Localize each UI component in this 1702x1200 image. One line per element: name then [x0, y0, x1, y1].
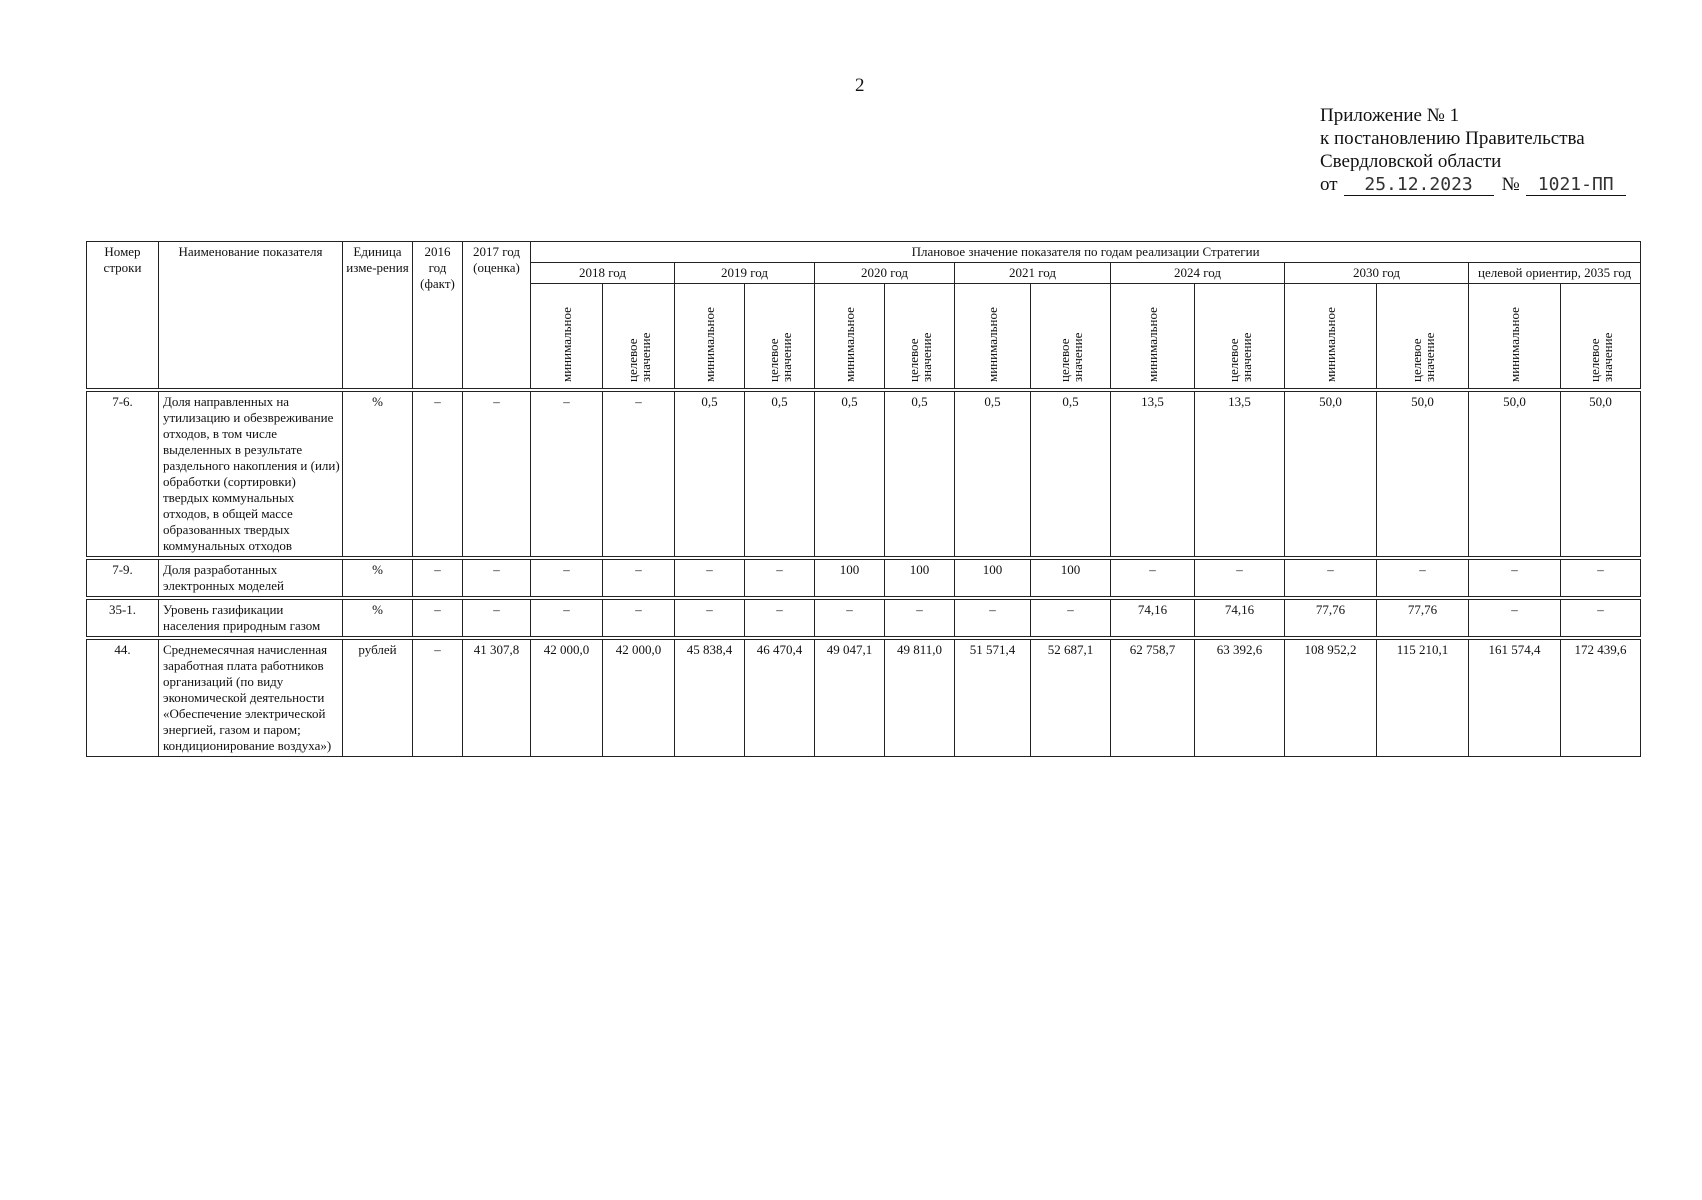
header-year: 2021 год: [955, 263, 1111, 284]
planned-value-cell: –: [745, 600, 815, 637]
row-number-cell: 7-6.: [87, 392, 159, 557]
indicator-name-cell: Среднемесячная начисленная заработная плата работников организаций (по виду экономической деятельности «Обеспечение электрической энергией, газом и паром; кондиционирование воздуха»): [159, 640, 343, 757]
planned-value-cell: 0,5: [745, 392, 815, 557]
planned-value-cell: 100: [955, 560, 1031, 597]
planned-value-cell: 0,5: [955, 392, 1031, 557]
table-row: [87, 392, 1641, 557]
planned-value-cell: 172 439,6: [1561, 640, 1641, 757]
header-target: [745, 284, 815, 389]
planned-value-cell: –: [531, 560, 603, 597]
unit-cell: %: [343, 392, 413, 557]
planned-value-cell: 77,76: [1285, 600, 1377, 637]
unit-cell: %: [343, 560, 413, 597]
header-2017: 2017 год (оценка): [463, 242, 531, 389]
header-minimal: [815, 284, 885, 389]
header-target: [1195, 284, 1285, 389]
planned-value-cell: 50,0: [1469, 392, 1561, 557]
planned-value-cell: –: [1469, 600, 1561, 637]
header-year: целевой ориентир, 2035 год: [1469, 263, 1641, 284]
planned-value-cell: 77,76: [1377, 600, 1469, 637]
value-2016-cell: –: [413, 640, 463, 757]
planned-value-cell: 108 952,2: [1285, 640, 1377, 757]
planned-value-cell: –: [1469, 560, 1561, 597]
value-2017-cell: –: [463, 392, 531, 557]
planned-value-cell: 74,16: [1111, 600, 1195, 637]
table-row: [87, 560, 1641, 597]
planned-value-cell: 115 210,1: [1377, 640, 1469, 757]
header-year: 2018 год: [531, 263, 675, 284]
table-body: [87, 389, 1641, 757]
header-minimal: [531, 284, 603, 389]
header-year: 2030 год: [1285, 263, 1469, 284]
planned-value-cell: 51 571,4: [955, 640, 1031, 757]
row-number-cell: 44.: [87, 640, 159, 757]
page-number: 2: [855, 75, 865, 96]
planned-value-cell: –: [955, 600, 1031, 637]
indicator-name-cell: Уровень газификации населения природным газом: [159, 600, 343, 637]
header-minimal-label: минимальное: [1323, 307, 1338, 382]
number-label: №: [1501, 174, 1520, 195]
planned-value-cell: 74,16: [1195, 600, 1285, 637]
header-unit: Единица изме-рения: [343, 242, 413, 389]
header-year: 2019 год: [675, 263, 815, 284]
planned-value-cell: –: [603, 392, 675, 557]
value-2017-cell: –: [463, 600, 531, 637]
planned-value-cell: –: [603, 600, 675, 637]
planned-value-cell: 63 392,6: [1195, 640, 1285, 757]
planned-value-cell: –: [1377, 560, 1469, 597]
planned-value-cell: –: [1285, 560, 1377, 597]
resolution-date: 25.12.2023: [1344, 175, 1494, 196]
header-minimal-label: минимальное: [702, 307, 717, 382]
planned-value-cell: –: [1031, 600, 1111, 637]
header-target: [603, 284, 675, 389]
row-number-cell: 7-9.: [87, 560, 159, 597]
planned-value-cell: 50,0: [1377, 392, 1469, 557]
header-target-label: целевое значение: [624, 332, 653, 382]
planned-value-cell: 50,0: [1285, 392, 1377, 557]
header-target: [885, 284, 955, 389]
planned-value-cell: 52 687,1: [1031, 640, 1111, 757]
indicators-table: [86, 241, 1641, 757]
value-2017-cell: –: [463, 560, 531, 597]
value-2016-cell: –: [413, 600, 463, 637]
planned-value-cell: 46 470,4: [745, 640, 815, 757]
indicator-name-cell: Доля направленных на утилизацию и обезвреживание отходов, в том числе выделенных в результате раздельного накопления и (или) обработки (сортировки) твердых коммунальных отходов, в общей массе образованных твердых коммунальных отходов: [159, 392, 343, 557]
planned-value-cell: 13,5: [1195, 392, 1285, 557]
planned-value-cell: –: [1561, 560, 1641, 597]
appendix-title: Приложение № 1: [1320, 105, 1460, 126]
appendix-line-region: Свердловской области: [1320, 151, 1502, 172]
header-year: 2024 год: [1111, 263, 1285, 284]
planned-value-cell: –: [603, 560, 675, 597]
planned-value-cell: –: [815, 600, 885, 637]
header-minimal: [675, 284, 745, 389]
planned-value-cell: –: [531, 392, 603, 557]
header-planned: Плановое значение показателя по годам реализации Стратегии: [531, 242, 1641, 263]
planned-value-cell: 161 574,4: [1469, 640, 1561, 757]
resolution-number: 1021-ПП: [1526, 175, 1626, 196]
header-row-number: Номер строки: [87, 242, 159, 389]
header-target-label: целевое значение: [1225, 332, 1254, 382]
header-target-label: целевое значение: [1056, 332, 1085, 382]
header-target-label: целевое значение: [765, 332, 794, 382]
planned-value-cell: –: [531, 600, 603, 637]
header-minimal: [1469, 284, 1561, 389]
planned-value-cell: 0,5: [815, 392, 885, 557]
unit-cell: %: [343, 600, 413, 637]
header-indicator-name: Наименование показателя: [159, 242, 343, 389]
planned-value-cell: 0,5: [885, 392, 955, 557]
planned-value-cell: –: [1561, 600, 1641, 637]
header-minimal-label: минимальное: [1507, 307, 1522, 382]
planned-value-cell: 13,5: [1111, 392, 1195, 557]
appendix-line-resolution: к постановлению Правительства: [1320, 128, 1585, 149]
planned-value-cell: 0,5: [675, 392, 745, 557]
header-target: [1031, 284, 1111, 389]
unit-cell: рублей: [343, 640, 413, 757]
planned-value-cell: 100: [1031, 560, 1111, 597]
value-2016-cell: –: [413, 560, 463, 597]
planned-value-cell: 45 838,4: [675, 640, 745, 757]
planned-value-cell: –: [1195, 560, 1285, 597]
planned-value-cell: 62 758,7: [1111, 640, 1195, 757]
resolution-date-number: [1320, 173, 1626, 196]
header-minimal: [955, 284, 1031, 389]
header-target-label: целевое значение: [1586, 332, 1615, 382]
planned-value-cell: 49 811,0: [885, 640, 955, 757]
planned-value-cell: 0,5: [1031, 392, 1111, 557]
planned-value-cell: –: [885, 600, 955, 637]
from-label: от: [1320, 174, 1338, 195]
planned-value-cell: –: [1111, 560, 1195, 597]
indicator-name-cell: Доля разработанных электронных моделей: [159, 560, 343, 597]
header-year: 2020 год: [815, 263, 955, 284]
appendix-block: [1320, 104, 1626, 196]
planned-value-cell: 50,0: [1561, 392, 1641, 557]
header-2016: 2016 год (факт): [413, 242, 463, 389]
planned-value-cell: –: [745, 560, 815, 597]
header-minimal-label: минимальное: [559, 307, 574, 382]
planned-value-cell: 42 000,0: [603, 640, 675, 757]
planned-value-cell: 42 000,0: [531, 640, 603, 757]
header-target: [1561, 284, 1641, 389]
planned-value-cell: 49 047,1: [815, 640, 885, 757]
header-minimal: [1111, 284, 1195, 389]
planned-value-cell: 100: [885, 560, 955, 597]
value-2017-cell: 41 307,8: [463, 640, 531, 757]
header-minimal: [1285, 284, 1377, 389]
table-row: [87, 600, 1641, 637]
header-minimal-label: минимальное: [1145, 307, 1160, 382]
header-target: [1377, 284, 1469, 389]
table-row: [87, 640, 1641, 757]
header-minimal-label: минимальное: [985, 307, 1000, 382]
row-number-cell: 35-1.: [87, 600, 159, 637]
planned-value-cell: –: [675, 560, 745, 597]
header-target-label: целевое значение: [905, 332, 934, 382]
header-target-label: целевое значение: [1408, 332, 1437, 382]
header-minimal-label: минимальное: [842, 307, 857, 382]
table-header: [87, 242, 1641, 389]
planned-value-cell: –: [675, 600, 745, 637]
planned-value-cell: 100: [815, 560, 885, 597]
value-2016-cell: –: [413, 392, 463, 557]
